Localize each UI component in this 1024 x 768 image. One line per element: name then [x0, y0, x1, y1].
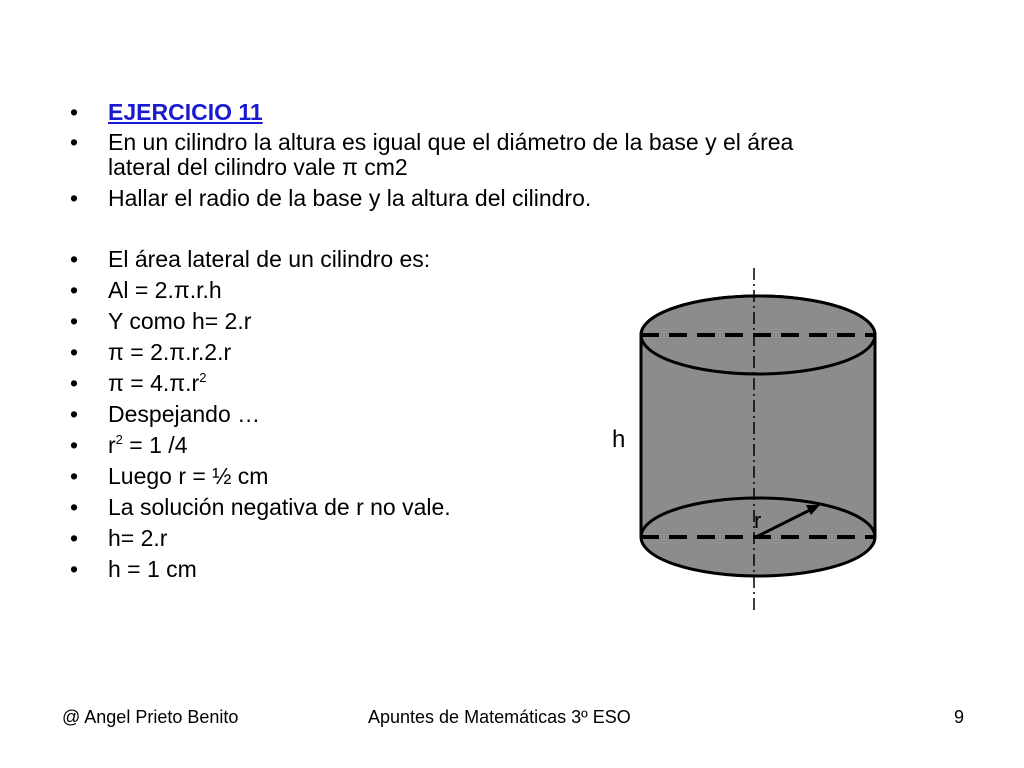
title-item — [70, 100, 900, 125]
question-item — [70, 186, 900, 211]
step-text: r — [108, 432, 116, 458]
step-text: h= 2.r — [108, 525, 168, 551]
cylinder-diagram — [600, 265, 900, 615]
statement-item — [70, 130, 900, 180]
step-text: Luego r = ½ cm — [108, 463, 269, 489]
statement-line-2: lateral del cilindro vale π cm2 — [108, 154, 408, 180]
bullet-dot: • — [70, 339, 79, 365]
page-number: 9 — [954, 707, 965, 727]
bullet-dot: • — [70, 432, 79, 458]
step-text-tail: = 1 /4 — [122, 432, 188, 458]
bullet-dot: • — [70, 277, 79, 303]
step-text: El área lateral de un cilindro es: — [108, 246, 431, 272]
step-text: Despejando … — [108, 401, 261, 427]
footer-course: Apuntes de Matemáticas 3º ESO — [368, 707, 631, 727]
bullet-dot: • — [70, 129, 79, 155]
bullet-dot: • — [70, 401, 79, 427]
footer-author: @ Angel Prieto Benito — [62, 707, 239, 727]
step-text: π = 2.π.r.2.r — [108, 339, 232, 365]
step-text: La solución negativa de r no vale. — [108, 494, 451, 520]
bullet-dot: • — [70, 494, 79, 520]
step-text: Y como h= 2.r — [108, 308, 252, 334]
superscript: 2 — [115, 432, 123, 447]
bullet-dot: • — [70, 525, 79, 551]
step-text: Al = 2.π.r.h — [108, 277, 222, 303]
step-text: h = 1 cm — [108, 556, 197, 582]
statement-line-1: En un cilindro la altura es igual que el diámetro de la base y el área — [108, 129, 794, 155]
bullet-dot: • — [70, 99, 79, 125]
bullet-dot: • — [70, 370, 79, 396]
bullet-dot: • — [70, 246, 79, 272]
bullet-dot: • — [70, 556, 79, 582]
step-text: π = 4.π.r — [108, 370, 200, 396]
bullet-dot: • — [70, 308, 79, 334]
superscript: 2 — [199, 370, 207, 385]
question-text: Hallar el radio de la base y la altura del cilindro. — [108, 185, 592, 211]
radius-label: r — [754, 508, 762, 533]
bullet-dot: • — [70, 185, 79, 211]
bullet-dot: • — [70, 463, 79, 489]
exercise-title: EJERCICIO 11 — [108, 99, 263, 125]
height-label: h — [612, 426, 626, 453]
